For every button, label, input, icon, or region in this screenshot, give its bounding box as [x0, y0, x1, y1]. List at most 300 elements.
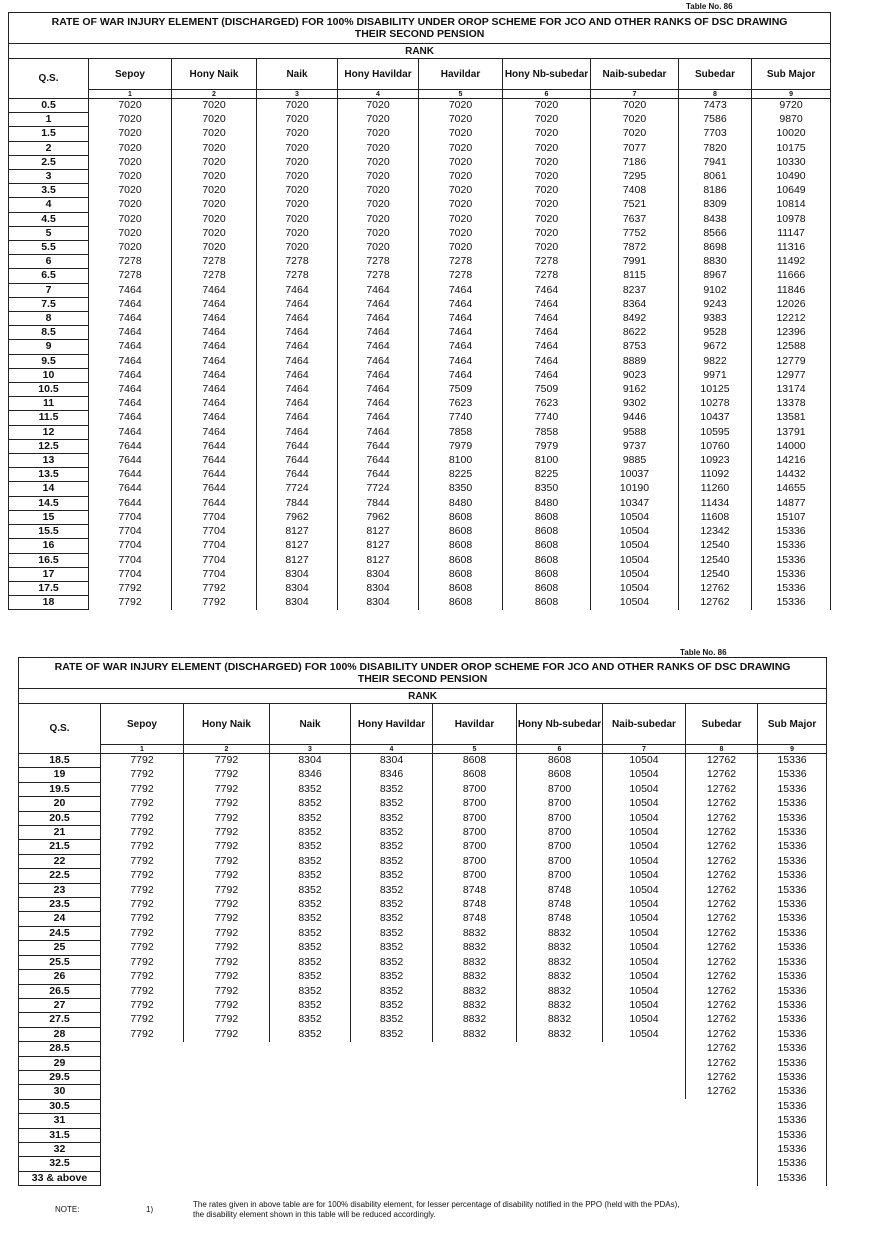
- qs-cell: 28: [19, 1027, 101, 1041]
- value-cell: 12762: [686, 1027, 758, 1041]
- value-cell: 9162: [591, 383, 679, 397]
- value-cell: 8700: [433, 811, 517, 825]
- value-cell: 7464: [89, 283, 172, 297]
- value-cell: 7278: [338, 269, 419, 283]
- value-cell: 8700: [433, 826, 517, 840]
- value-cell: 10978: [752, 212, 831, 226]
- value-cell: 9822: [679, 354, 752, 368]
- value-cell: 12762: [686, 754, 758, 768]
- value-cell: 7464: [338, 312, 419, 326]
- value-cell: 10923: [679, 454, 752, 468]
- value-cell: 8832: [517, 926, 603, 940]
- table-row: [9, 354, 831, 368]
- blank-cell: [101, 1099, 758, 1113]
- column-number: 8: [686, 745, 758, 754]
- qs-cell: 23.5: [19, 898, 101, 912]
- value-cell: 8608: [503, 581, 591, 595]
- column-header: Hony Nb-subedar: [503, 59, 591, 90]
- value-cell: 7792: [184, 782, 270, 796]
- column-number: 2: [184, 745, 270, 754]
- value-cell: 12342: [679, 525, 752, 539]
- table-row: [19, 797, 827, 811]
- value-cell: 8608: [419, 510, 503, 524]
- table-row: [19, 840, 827, 854]
- column-number: 1: [89, 90, 172, 99]
- value-cell: 7020: [503, 113, 591, 127]
- table-row: [9, 269, 831, 283]
- value-cell: 15336: [758, 840, 827, 854]
- value-cell: 10649: [752, 184, 831, 198]
- value-cell: 8352: [270, 912, 351, 926]
- value-cell: 7464: [172, 297, 257, 311]
- qs-cell: 25.5: [19, 955, 101, 969]
- value-cell: 12762: [686, 869, 758, 883]
- table-title: [19, 658, 827, 689]
- blank-cell: [101, 1171, 758, 1185]
- column-header: Subedar: [686, 704, 758, 745]
- value-cell: 7792: [101, 840, 184, 854]
- value-cell: 12540: [679, 553, 752, 567]
- value-cell: 8352: [351, 955, 433, 969]
- value-cell: 7464: [89, 411, 172, 425]
- value-cell: 7792: [184, 826, 270, 840]
- table-row: [19, 1042, 827, 1056]
- value-cell: 7464: [419, 297, 503, 311]
- value-cell: 8304: [257, 567, 338, 581]
- value-cell: 7792: [184, 998, 270, 1012]
- qs-cell: 21.5: [19, 840, 101, 854]
- table-row: [19, 1099, 827, 1113]
- value-cell: 9720: [752, 99, 831, 113]
- value-cell: 7020: [338, 212, 419, 226]
- column-header: Sepoy: [101, 704, 184, 745]
- value-cell: 7020: [172, 241, 257, 255]
- value-cell: 7644: [89, 482, 172, 496]
- blank-cell: [101, 1085, 686, 1099]
- qs-cell: 30.5: [19, 1099, 101, 1113]
- value-cell: 7278: [172, 269, 257, 283]
- value-cell: 7464: [338, 383, 419, 397]
- value-cell: 7020: [503, 198, 591, 212]
- value-cell: 8304: [257, 596, 338, 610]
- column-header: Sub Major: [758, 704, 827, 745]
- value-cell: 7020: [172, 212, 257, 226]
- table-row: [9, 482, 831, 496]
- value-cell: 8748: [517, 912, 603, 926]
- value-cell: 8748: [433, 883, 517, 897]
- qs-cell: 5.5: [9, 241, 89, 255]
- value-cell: 8608: [419, 567, 503, 581]
- rank-label: RANK: [19, 689, 827, 704]
- value-cell: 7278: [419, 269, 503, 283]
- value-cell: 8700: [517, 797, 603, 811]
- qs-cell: 21: [19, 826, 101, 840]
- table-row: [9, 212, 831, 226]
- value-cell: 7644: [172, 482, 257, 496]
- value-cell: 11666: [752, 269, 831, 283]
- value-cell: 8352: [351, 854, 433, 868]
- title-line-2: THEIR SECOND PENSION: [357, 673, 488, 685]
- value-cell: 12762: [686, 1013, 758, 1027]
- qs-header: Q.S.: [9, 59, 89, 99]
- rank-label: RANK: [9, 44, 831, 59]
- value-cell: 8304: [257, 581, 338, 595]
- value-cell: 7792: [184, 1027, 270, 1041]
- value-cell: 7020: [338, 99, 419, 113]
- value-cell: 8186: [679, 184, 752, 198]
- value-cell: 7644: [257, 468, 338, 482]
- table-row: [9, 312, 831, 326]
- value-cell: 7464: [338, 397, 419, 411]
- table-row: [19, 941, 827, 955]
- value-cell: 7792: [101, 1027, 184, 1041]
- value-cell: 8608: [503, 525, 591, 539]
- value-cell: 8127: [257, 553, 338, 567]
- value-cell: 7979: [503, 439, 591, 453]
- value-cell: 7464: [338, 354, 419, 368]
- value-cell: 7792: [89, 596, 172, 610]
- value-cell: 15336: [758, 1056, 827, 1070]
- value-cell: 10504: [603, 854, 686, 868]
- value-cell: 15336: [758, 1042, 827, 1056]
- value-cell: 8830: [679, 255, 752, 269]
- value-cell: 10347: [591, 496, 679, 510]
- table-row: [9, 525, 831, 539]
- qs-cell: 2: [9, 141, 89, 155]
- qs-cell: 8.5: [9, 326, 89, 340]
- value-cell: 7295: [591, 170, 679, 184]
- value-cell: 13791: [752, 425, 831, 439]
- value-cell: 7464: [419, 283, 503, 297]
- value-cell: 7464: [89, 397, 172, 411]
- rate-table-lower: [18, 657, 827, 1186]
- value-cell: 8608: [503, 553, 591, 567]
- value-cell: 8700: [517, 869, 603, 883]
- value-cell: 7473: [679, 99, 752, 113]
- value-cell: 7792: [101, 782, 184, 796]
- qs-cell: 31: [19, 1114, 101, 1128]
- value-cell: 8832: [433, 1013, 517, 1027]
- value-cell: 12762: [686, 955, 758, 969]
- value-cell: 7979: [419, 439, 503, 453]
- qs-cell: 19: [19, 768, 101, 782]
- note-line-1: The rates given in above table are for 100% disability element, for lesser percentage of disability notified in the PPO (held with the PDAs),: [193, 1200, 680, 1209]
- table-row: [19, 854, 827, 868]
- table-row: [9, 596, 831, 610]
- value-cell: 8832: [517, 970, 603, 984]
- value-cell: 8352: [351, 826, 433, 840]
- value-cell: 15336: [758, 768, 827, 782]
- column-header: Naib-subedar: [603, 704, 686, 745]
- value-cell: 7464: [338, 368, 419, 382]
- qs-cell: 22.5: [19, 869, 101, 883]
- value-cell: 8832: [517, 1027, 603, 1041]
- value-cell: 8304: [270, 754, 351, 768]
- value-cell: 8608: [503, 596, 591, 610]
- value-cell: 8304: [338, 596, 419, 610]
- value-cell: 13581: [752, 411, 831, 425]
- value-cell: 8566: [679, 226, 752, 240]
- table-row: [9, 567, 831, 581]
- qs-cell: 4.5: [9, 212, 89, 226]
- value-cell: 8608: [433, 768, 517, 782]
- value-cell: 10504: [603, 782, 686, 796]
- qs-cell: 26: [19, 970, 101, 984]
- value-cell: 11147: [752, 226, 831, 240]
- table-row: [9, 241, 831, 255]
- value-cell: 8889: [591, 354, 679, 368]
- value-cell: 7464: [338, 425, 419, 439]
- table-row: [9, 113, 831, 127]
- value-cell: 7792: [101, 869, 184, 883]
- value-cell: 10504: [603, 984, 686, 998]
- qs-cell: 27: [19, 998, 101, 1012]
- value-cell: 7020: [172, 170, 257, 184]
- table-row: [9, 411, 831, 425]
- value-cell: 10504: [603, 926, 686, 940]
- value-cell: 8832: [517, 1013, 603, 1027]
- table-row: [19, 1013, 827, 1027]
- table-row: [19, 998, 827, 1012]
- value-cell: 7464: [89, 297, 172, 311]
- value-cell: 7020: [89, 198, 172, 212]
- qs-cell: 18: [9, 596, 89, 610]
- value-cell: 7020: [89, 170, 172, 184]
- table-row: [9, 99, 831, 113]
- value-cell: 10504: [603, 941, 686, 955]
- value-cell: 11846: [752, 283, 831, 297]
- value-cell: 10504: [591, 539, 679, 553]
- value-cell: 7792: [184, 883, 270, 897]
- table-row: [9, 510, 831, 524]
- table-number: Table No. 86: [686, 2, 733, 11]
- value-cell: 7020: [172, 198, 257, 212]
- value-cell: 9672: [679, 340, 752, 354]
- column-number: 5: [419, 90, 503, 99]
- value-cell: 10504: [603, 898, 686, 912]
- title-line-1: RATE OF WAR INJURY ELEMENT (DISCHARGED) FOR 100% DISABILITY UNDER OROP SCHEME FOR JCO AND OTHER RANKS OF DSC DRAWING: [54, 661, 791, 673]
- value-cell: 7644: [172, 439, 257, 453]
- value-cell: 7464: [89, 368, 172, 382]
- value-cell: 8352: [351, 998, 433, 1012]
- value-cell: 7464: [172, 354, 257, 368]
- value-cell: 7792: [184, 955, 270, 969]
- value-cell: 7644: [257, 454, 338, 468]
- value-cell: 7792: [184, 754, 270, 768]
- value-cell: 7464: [338, 283, 419, 297]
- value-cell: 7792: [184, 840, 270, 854]
- value-cell: 7464: [172, 312, 257, 326]
- value-cell: 8832: [433, 1027, 517, 1041]
- value-cell: 8700: [517, 854, 603, 868]
- value-cell: 7464: [172, 368, 257, 382]
- value-cell: 10504: [603, 1027, 686, 1041]
- value-cell: 7020: [419, 241, 503, 255]
- value-cell: 14655: [752, 482, 831, 496]
- value-cell: 7464: [503, 297, 591, 311]
- value-cell: 7623: [419, 397, 503, 411]
- value-cell: 7792: [101, 984, 184, 998]
- value-cell: 9243: [679, 297, 752, 311]
- value-cell: 7464: [89, 383, 172, 397]
- value-cell: 7464: [172, 397, 257, 411]
- qs-cell: 7.5: [9, 297, 89, 311]
- value-cell: 7020: [338, 127, 419, 141]
- value-cell: 8748: [433, 898, 517, 912]
- value-cell: 7820: [679, 141, 752, 155]
- table-row: [9, 141, 831, 155]
- value-cell: 7464: [257, 283, 338, 297]
- value-cell: 15336: [758, 970, 827, 984]
- value-cell: 7020: [172, 184, 257, 198]
- value-cell: 10020: [752, 127, 831, 141]
- value-cell: 15336: [752, 525, 831, 539]
- value-cell: 7464: [257, 354, 338, 368]
- value-cell: 7020: [172, 155, 257, 169]
- value-cell: 15336: [758, 1070, 827, 1084]
- value-cell: 7464: [89, 425, 172, 439]
- value-cell: 8350: [419, 482, 503, 496]
- qs-cell: 11: [9, 397, 89, 411]
- value-cell: 8237: [591, 283, 679, 297]
- value-cell: 7792: [184, 912, 270, 926]
- value-cell: 15336: [758, 869, 827, 883]
- value-cell: 7792: [184, 1013, 270, 1027]
- value-cell: 12762: [686, 998, 758, 1012]
- value-cell: 8352: [351, 912, 433, 926]
- value-cell: 7704: [89, 553, 172, 567]
- value-cell: 8352: [270, 811, 351, 825]
- value-cell: 7464: [419, 368, 503, 382]
- column-number: 2: [172, 90, 257, 99]
- value-cell: 7792: [184, 869, 270, 883]
- column-number: 7: [603, 745, 686, 754]
- value-cell: 7644: [89, 454, 172, 468]
- value-cell: 7792: [184, 941, 270, 955]
- value-cell: 7020: [503, 226, 591, 240]
- blank-cell: [101, 1128, 758, 1142]
- value-cell: 7844: [338, 496, 419, 510]
- value-cell: 7020: [257, 99, 338, 113]
- value-cell: 7792: [172, 581, 257, 595]
- value-cell: 8304: [338, 581, 419, 595]
- column-header: Sub Major: [752, 59, 831, 90]
- column-header: Naik: [257, 59, 338, 90]
- value-cell: 9870: [752, 113, 831, 127]
- value-cell: 7792: [101, 941, 184, 955]
- column-header: Sepoy: [89, 59, 172, 90]
- value-cell: 7020: [503, 141, 591, 155]
- value-cell: 8127: [338, 553, 419, 567]
- value-cell: 7792: [101, 754, 184, 768]
- value-cell: 7464: [257, 312, 338, 326]
- value-cell: 10504: [591, 525, 679, 539]
- value-cell: 10504: [603, 912, 686, 926]
- value-cell: 7278: [172, 255, 257, 269]
- value-cell: 10175: [752, 141, 831, 155]
- value-cell: 8352: [270, 998, 351, 1012]
- value-cell: 7792: [184, 854, 270, 868]
- value-cell: 7020: [89, 99, 172, 113]
- value-cell: 7020: [338, 198, 419, 212]
- value-cell: 15336: [758, 754, 827, 768]
- column-header: Hony Naik: [172, 59, 257, 90]
- value-cell: 7020: [257, 155, 338, 169]
- value-cell: 7186: [591, 155, 679, 169]
- qs-cell: 18.5: [19, 754, 101, 768]
- qs-cell: 9: [9, 340, 89, 354]
- value-cell: 8127: [338, 539, 419, 553]
- value-cell: 7020: [503, 127, 591, 141]
- column-header: Naik: [270, 704, 351, 745]
- value-cell: 7408: [591, 184, 679, 198]
- qs-cell: 6: [9, 255, 89, 269]
- value-cell: 7704: [172, 539, 257, 553]
- table-row: [9, 297, 831, 311]
- value-cell: 7020: [338, 170, 419, 184]
- value-cell: 14000: [752, 439, 831, 453]
- title-line-2: THEIR SECOND PENSION: [354, 28, 485, 40]
- table-row: [9, 383, 831, 397]
- value-cell: 12396: [752, 326, 831, 340]
- value-cell: 8608: [517, 768, 603, 782]
- value-cell: 7020: [257, 241, 338, 255]
- value-cell: 8352: [351, 883, 433, 897]
- value-cell: 10504: [603, 955, 686, 969]
- column-header: Havildar: [419, 59, 503, 90]
- value-cell: 8700: [433, 797, 517, 811]
- blank-cell: [101, 1056, 686, 1070]
- qs-cell: 30: [19, 1085, 101, 1099]
- value-cell: 7464: [89, 312, 172, 326]
- value-cell: 7464: [89, 326, 172, 340]
- column-number: 9: [752, 90, 831, 99]
- value-cell: 7464: [257, 368, 338, 382]
- column-header: Havildar: [433, 704, 517, 745]
- value-cell: 11492: [752, 255, 831, 269]
- value-cell: 15336: [758, 826, 827, 840]
- value-cell: 7464: [172, 326, 257, 340]
- table-row: [9, 553, 831, 567]
- value-cell: 8832: [433, 955, 517, 969]
- value-cell: 7020: [419, 198, 503, 212]
- value-cell: 8352: [351, 782, 433, 796]
- value-cell: 7020: [338, 241, 419, 255]
- blank-cell: [101, 1157, 758, 1171]
- value-cell: 7644: [89, 496, 172, 510]
- value-cell: 8346: [351, 768, 433, 782]
- value-cell: 7464: [338, 326, 419, 340]
- value-cell: 9102: [679, 283, 752, 297]
- value-cell: 7792: [184, 984, 270, 998]
- value-cell: 8127: [257, 539, 338, 553]
- value-cell: 8225: [503, 468, 591, 482]
- value-cell: 15336: [752, 553, 831, 567]
- value-cell: 10760: [679, 439, 752, 453]
- value-cell: 8748: [517, 898, 603, 912]
- value-cell: 8608: [503, 567, 591, 581]
- value-cell: 8608: [503, 539, 591, 553]
- value-cell: 7962: [338, 510, 419, 524]
- value-cell: 7020: [89, 127, 172, 141]
- value-cell: 8492: [591, 312, 679, 326]
- value-cell: 9023: [591, 368, 679, 382]
- value-cell: 7020: [591, 127, 679, 141]
- value-cell: 8832: [517, 998, 603, 1012]
- value-cell: 7792: [89, 581, 172, 595]
- value-cell: 7962: [257, 510, 338, 524]
- value-cell: 7020: [338, 184, 419, 198]
